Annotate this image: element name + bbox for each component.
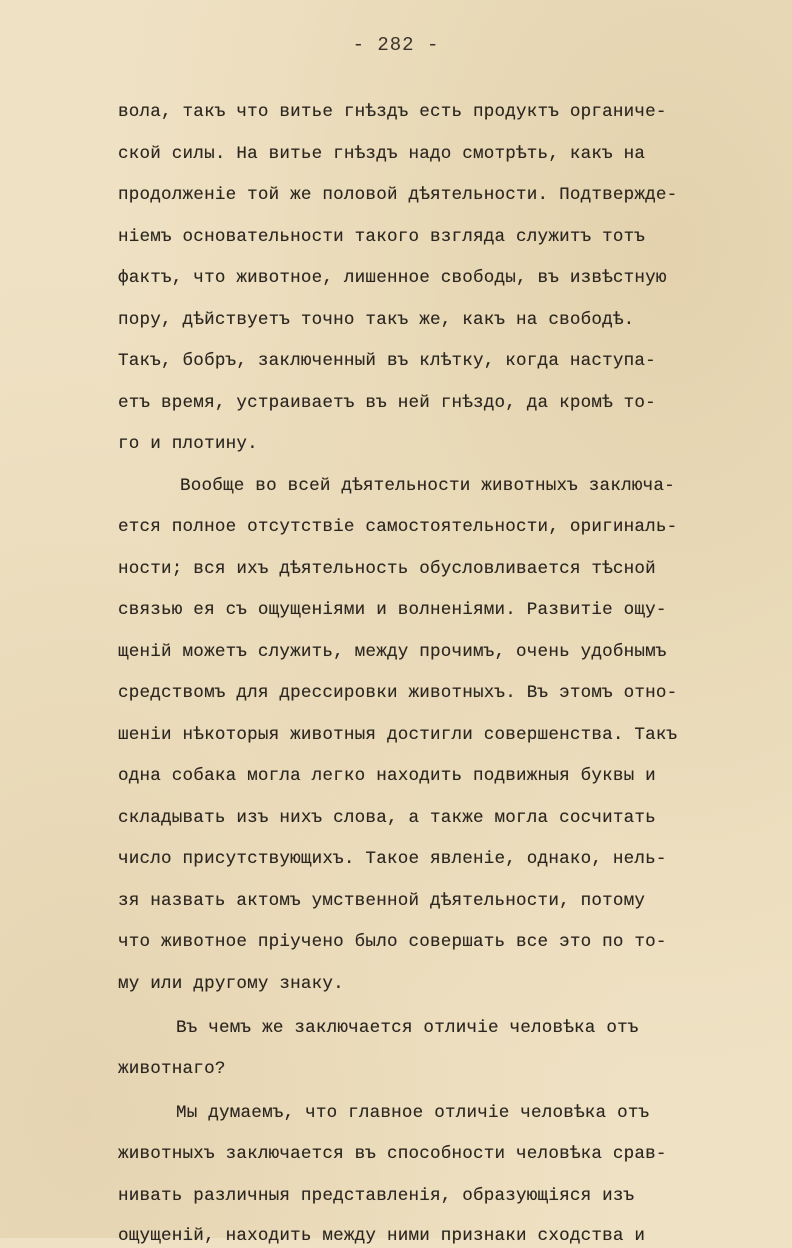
text-line: нивать различныя представленія, образующіяся изъ: [118, 1186, 635, 1206]
text-line: складывать изъ нихъ слова, а также могла сосчитать: [118, 808, 656, 828]
text-line: Вообще во всей дѣятельности животныхъ заключа-: [180, 476, 675, 496]
text-line: одна собака могла легко находить подвижныя буквы и: [118, 766, 656, 786]
text-line: Такъ, бобръ, заключенный въ клѣтку, когда наступа-: [118, 351, 656, 371]
text-line: что животное пріучено было совершать все это по то-: [118, 932, 667, 952]
text-line: шеніи нѣкоторыя животныя достигли совершенства. Такъ: [118, 725, 678, 745]
text-line: му или другому знаку.: [118, 974, 344, 994]
text-line: число присутствующихъ. Такое явленіе, однако, нель-: [118, 849, 667, 869]
text-line: связью ея съ ощущеніями и волненіями. Развитіе ощу-: [118, 600, 667, 620]
text-line: ніемъ основательности такого взгляда служитъ тотъ: [118, 227, 646, 247]
text-line: етъ время, устраиваетъ въ ней гнѣздо, да кромѣ то-: [118, 393, 656, 413]
text-line: ется полное отсутствіе самостоятельности, оригиналь-: [118, 517, 678, 537]
text-line: ской силы. На витье гнѣздъ надо смотрѣть, какъ на: [118, 144, 646, 164]
text-line: пору, дѣйствуетъ точно такъ же, какъ на свободѣ.: [118, 310, 635, 330]
text-line: Мы думаемъ, что главное отличіе человѣка отъ: [176, 1103, 650, 1123]
text-line: Въ чемъ же заключается отличіе человѣка отъ: [176, 1018, 639, 1038]
text-line: ощущеній, находить между ними признаки сходства и: [118, 1226, 646, 1246]
text-line: зя назвать актомъ умственной дѣятельности, потому: [118, 891, 646, 911]
text-line: животнаго?: [118, 1059, 226, 1079]
text-line: вола, такъ что витье гнѣздъ есть продуктъ органиче-: [118, 102, 667, 122]
text-line: животныхъ заключается въ способности человѣка срав-: [118, 1144, 667, 1164]
text-line: средствомъ для дрессировки животныхъ. Въ этомъ отно-: [118, 683, 678, 703]
page-number: - 282 -: [352, 34, 440, 56]
text-line: го и плотину.: [118, 434, 258, 454]
text-line: продолженіе той же половой дѣятельности. Подтвержде-: [118, 185, 678, 205]
text-line: щеній можетъ служить, между прочимъ, очень удобнымъ: [118, 642, 667, 662]
text-line: ности; вся ихъ дѣятельность обусловливается тѣсной: [118, 559, 656, 579]
text-line: фактъ, что животное, лишенное свободы, въ извѣстную: [118, 268, 667, 288]
